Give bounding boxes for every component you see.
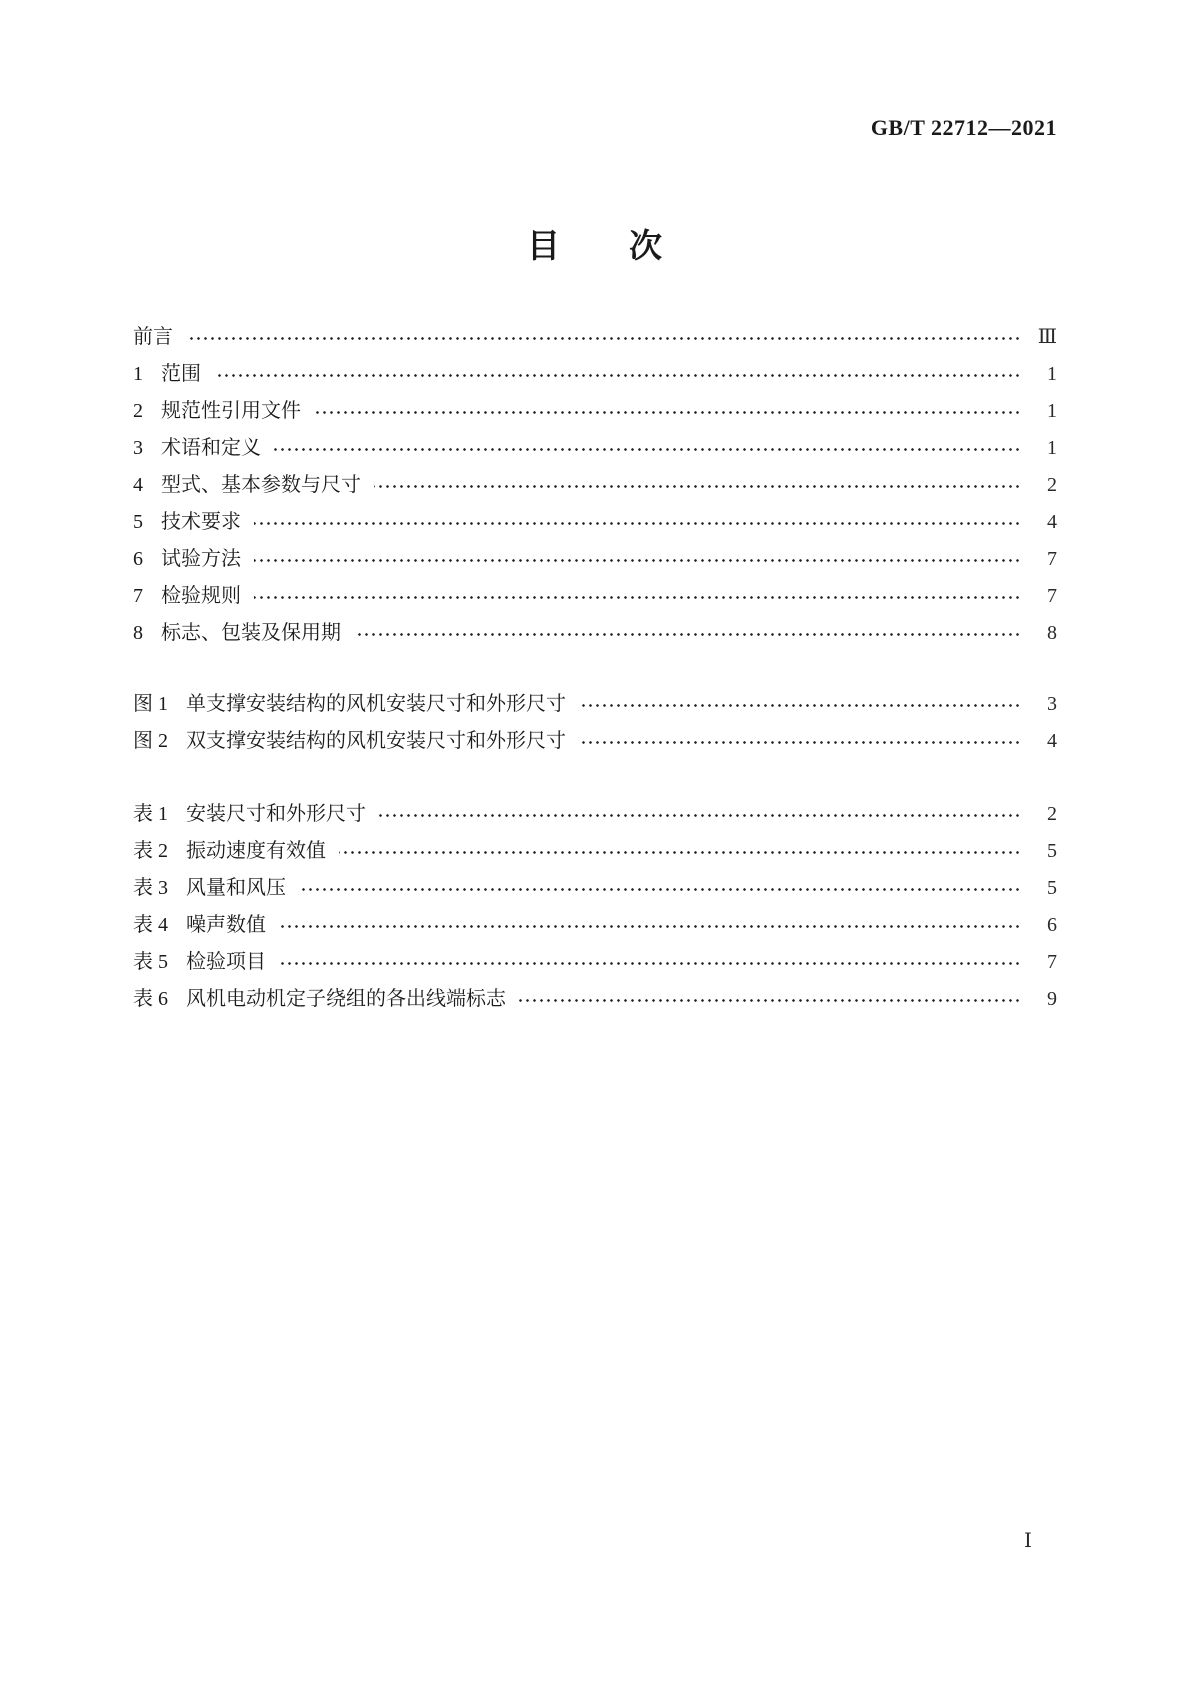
dot-leader <box>274 447 1021 452</box>
dot-leader <box>186 336 1021 341</box>
toc-entry <box>133 796 1057 833</box>
toc-entry <box>133 944 1057 981</box>
entry-number: 表 4 <box>133 914 168 936</box>
entry-label: 噪声数值 <box>186 914 266 936</box>
entry-number: 表 2 <box>133 840 168 862</box>
toc-entry <box>133 504 1057 541</box>
entry-number: 表 1 <box>133 803 168 825</box>
entry-label: 风量和风压 <box>186 877 286 899</box>
entry-page: Ⅲ <box>1037 326 1057 348</box>
toc-entry <box>133 430 1057 467</box>
entry-page: 7 <box>1047 951 1057 973</box>
dot-leader <box>379 813 1021 818</box>
dot-leader <box>254 558 1021 563</box>
toc-section-figures <box>133 686 1057 760</box>
dot-leader <box>214 373 1021 378</box>
standard-number: GB/T 22712—2021 <box>870 115 1057 140</box>
toc-entry <box>133 319 1057 356</box>
entry-page: 5 <box>1047 877 1057 899</box>
entry-label: 单支撑安装结构的风机安装尺寸和外形尺寸 <box>186 693 566 715</box>
toc-entry <box>133 393 1057 430</box>
entry-page: 2 <box>1047 803 1057 825</box>
entry-page: 6 <box>1047 914 1057 936</box>
dot-leader <box>579 740 1021 745</box>
entry-number: 8 <box>133 622 143 644</box>
entry-page: 4 <box>1047 730 1057 752</box>
toc-entry <box>133 578 1057 615</box>
dot-leader <box>579 703 1021 708</box>
entry-number: 图 2 <box>133 730 168 752</box>
dot-leader <box>254 595 1021 600</box>
entry-number: 表 5 <box>133 951 168 973</box>
entry-page: 4 <box>1047 511 1057 533</box>
toc-entry <box>133 870 1057 907</box>
entry-label: 检验项目 <box>186 951 266 973</box>
entry-label: 范围 <box>161 363 201 385</box>
toc-entry <box>133 467 1057 504</box>
entry-number: 1 <box>133 363 143 385</box>
entry-label: 试验方法 <box>161 548 241 570</box>
dot-leader <box>299 887 1021 892</box>
entry-number: 4 <box>133 474 143 496</box>
entry-page: 8 <box>1047 622 1057 644</box>
toc-entry <box>133 686 1057 723</box>
toc-entry <box>133 541 1057 578</box>
entry-number: 5 <box>133 511 143 533</box>
entry-label: 前言 <box>133 326 173 348</box>
dot-leader <box>519 998 1021 1003</box>
entry-number: 表 3 <box>133 877 168 899</box>
entry-page: 1 <box>1047 400 1057 422</box>
toc-entry <box>133 723 1057 760</box>
entry-label: 标志、包装及保用期 <box>161 622 341 644</box>
dot-leader <box>374 484 1021 489</box>
entry-number: 图 1 <box>133 693 168 715</box>
entry-number: 2 <box>133 400 143 422</box>
entry-label: 型式、基本参数与尺寸 <box>161 474 361 496</box>
toc-section-tables <box>133 796 1057 1018</box>
table-of-contents <box>133 319 1057 1018</box>
toc-entry <box>133 615 1057 652</box>
dot-leader <box>314 410 1021 415</box>
dot-leader <box>279 924 1021 929</box>
toc-entry <box>133 833 1057 870</box>
entry-number: 表 6 <box>133 988 168 1010</box>
entry-page: 1 <box>1047 363 1057 385</box>
entry-number: 7 <box>133 585 143 607</box>
entry-label: 振动速度有效值 <box>186 840 326 862</box>
dot-leader <box>354 632 1021 637</box>
entry-page: 7 <box>1047 585 1057 607</box>
entry-page: 9 <box>1047 988 1057 1010</box>
toc-entry <box>133 981 1057 1018</box>
entry-label: 技术要求 <box>161 511 241 533</box>
toc-entry <box>133 907 1057 944</box>
dot-leader <box>339 850 1021 855</box>
entry-label: 规范性引用文件 <box>161 400 301 422</box>
entry-label: 风机电动机定子绕组的各出线端标志 <box>186 988 506 1010</box>
entry-page: 7 <box>1047 548 1057 570</box>
page-number: Ⅰ <box>1024 1530 1032 1552</box>
entry-page: 3 <box>1047 693 1057 715</box>
entry-label: 安装尺寸和外形尺寸 <box>186 803 366 825</box>
toc-title: 目 次 <box>527 227 663 264</box>
dot-leader <box>279 961 1021 966</box>
entry-page: 2 <box>1047 474 1057 496</box>
toc-entry <box>133 356 1057 393</box>
toc-section-chapters <box>133 319 1057 652</box>
entry-label: 检验规则 <box>161 585 241 607</box>
entry-number: 6 <box>133 548 143 570</box>
entry-label: 双支撑安装结构的风机安装尺寸和外形尺寸 <box>186 730 566 752</box>
dot-leader <box>254 521 1021 526</box>
entry-page: 5 <box>1047 840 1057 862</box>
entry-page: 1 <box>1047 437 1057 459</box>
entry-label: 术语和定义 <box>161 437 261 459</box>
entry-number: 3 <box>133 437 143 459</box>
